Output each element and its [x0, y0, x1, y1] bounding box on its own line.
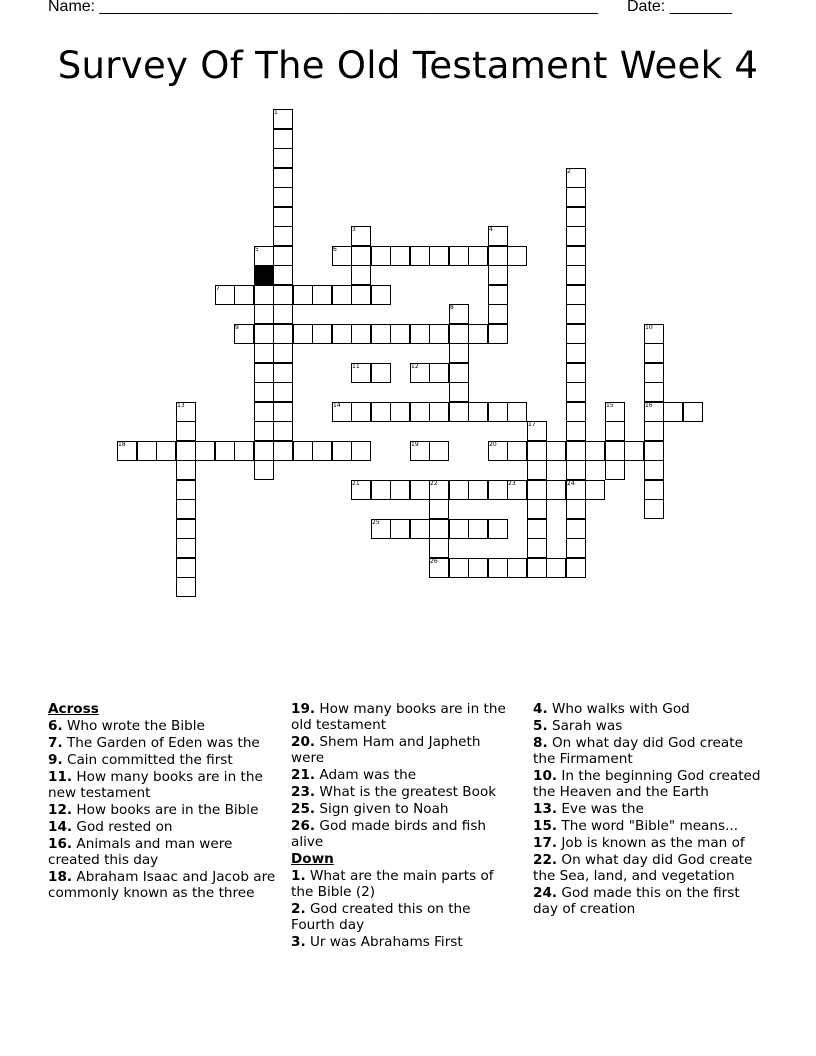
crossword-cell[interactable] — [527, 558, 547, 578]
crossword-cell[interactable] — [605, 441, 625, 461]
across-clue — [48, 802, 276, 818]
clue-number-label: 22. — [533, 852, 558, 868]
clue-number: 19 — [411, 441, 419, 448]
crossword-cell[interactable] — [410, 246, 430, 266]
crossword-cell[interactable] — [566, 402, 586, 422]
clues-column-2 — [291, 701, 517, 951]
crossword-cell[interactable] — [371, 324, 391, 344]
crossword-cell[interactable] — [644, 460, 664, 480]
clue-number: 15 — [606, 402, 614, 409]
crossword-cell[interactable] — [624, 441, 644, 461]
crossword-cell[interactable] — [449, 363, 469, 383]
clue-number-label: 1. — [291, 868, 306, 884]
across-heading: Across — [48, 701, 99, 717]
clue-number: 26 — [430, 558, 438, 565]
crossword-cell[interactable] — [468, 246, 488, 266]
clue-text: Eve was the — [557, 801, 644, 817]
down-clue — [291, 934, 517, 950]
clue-number: 16 — [645, 402, 653, 409]
crossword-cell[interactable] — [273, 304, 293, 324]
crossword-cell[interactable] — [390, 324, 410, 344]
crossword-cell[interactable] — [429, 538, 449, 558]
crossword-cell[interactable] — [390, 246, 410, 266]
crossword-cell[interactable] — [527, 499, 547, 519]
crossword-cell[interactable] — [156, 441, 176, 461]
crossword-black-cell — [254, 265, 274, 285]
crossword-cell[interactable] — [566, 246, 586, 266]
down-clue — [533, 735, 761, 767]
crossword-cell[interactable] — [566, 187, 586, 207]
down-clue — [291, 901, 517, 933]
clue-number-label: 9. — [48, 752, 63, 768]
crossword-cell[interactable] — [293, 285, 313, 305]
clue-number: 9 — [235, 324, 239, 331]
across-clue — [48, 718, 276, 734]
clue-number: 2 — [567, 168, 571, 175]
crossword-cell[interactable] — [410, 480, 430, 500]
crossword-cell[interactable] — [254, 421, 274, 441]
clue-number-label: 12. — [48, 802, 73, 818]
crossword-cell[interactable] — [429, 499, 449, 519]
crossword-cell[interactable] — [273, 285, 293, 305]
clue-number: 3 — [352, 226, 356, 233]
crossword-cell[interactable] — [351, 402, 371, 422]
clues-column-3 — [533, 701, 761, 918]
crossword-cell[interactable] — [215, 441, 235, 461]
across-clue — [291, 801, 517, 817]
down-clue — [533, 852, 761, 884]
clue-text: Who walks with God — [547, 701, 690, 717]
clue-text: In the beginning God created the Heaven and the Earth — [533, 768, 761, 800]
crossword-cell[interactable] — [273, 129, 293, 149]
crossword-cell[interactable] — [273, 363, 293, 383]
across-clue — [48, 752, 276, 768]
crossword-cell[interactable] — [449, 343, 469, 363]
clue-text: How many books are in the new testament — [48, 769, 263, 801]
crossword-cell[interactable] — [527, 480, 547, 500]
crossword-cell[interactable] — [351, 265, 371, 285]
crossword-cell[interactable] — [254, 304, 274, 324]
clue-text: God made birds and fish alive — [291, 818, 487, 850]
crossword-cell[interactable] — [663, 402, 683, 422]
down-heading: Down — [291, 851, 334, 867]
clue-number-label: 23. — [291, 784, 316, 800]
clue-number: 20 — [489, 441, 497, 448]
across-clue — [48, 769, 276, 801]
down-clue — [533, 885, 761, 917]
clue-number-label: 7. — [48, 735, 63, 751]
crossword-cell[interactable] — [546, 441, 566, 461]
crossword-cell[interactable] — [371, 363, 391, 383]
crossword-cell[interactable] — [566, 558, 586, 578]
clue-number-label: 25. — [291, 801, 316, 817]
crossword-cell[interactable] — [566, 226, 586, 246]
clue-number-label: 3. — [291, 934, 306, 950]
down-clue — [533, 718, 761, 734]
crossword-cell[interactable] — [449, 402, 469, 422]
crossword-cell[interactable] — [234, 441, 254, 461]
date-field-label: Date: _______ — [627, 0, 732, 15]
clue-text: Animals and man were created this day — [48, 836, 233, 868]
crossword-cell[interactable] — [507, 558, 527, 578]
across-clue — [48, 819, 276, 835]
clue-number: 24 — [567, 480, 575, 487]
clue-text: On what day did God create the Firmament — [533, 735, 743, 767]
clue-text: Ur was Abrahams First — [305, 934, 463, 950]
clue-number-label: 15. — [533, 818, 558, 834]
crossword-cell[interactable] — [468, 519, 488, 539]
crossword-cell[interactable] — [176, 480, 196, 500]
crossword-cell[interactable] — [254, 285, 274, 305]
crossword-cell[interactable] — [429, 402, 449, 422]
crossword-cell[interactable] — [546, 480, 566, 500]
crossword-cell[interactable] — [234, 285, 254, 305]
crossword-cell[interactable] — [468, 480, 488, 500]
down-clue — [291, 868, 517, 900]
crossword-cell[interactable] — [273, 343, 293, 363]
clue-number-label: 20. — [291, 734, 316, 750]
crossword-cell[interactable] — [449, 382, 469, 402]
across-clue — [291, 767, 517, 783]
crossword-cell[interactable] — [546, 558, 566, 578]
crossword-cell[interactable] — [312, 441, 332, 461]
clue-number: 17 — [528, 421, 536, 428]
crossword-cell[interactable] — [566, 363, 586, 383]
crossword-cell[interactable] — [176, 519, 196, 539]
clue-number-label: 10. — [533, 768, 558, 784]
clue-number-label: 18. — [48, 869, 73, 885]
crossword-cell[interactable] — [176, 558, 196, 578]
crossword-cell[interactable] — [254, 343, 274, 363]
crossword-cell[interactable] — [449, 324, 469, 344]
clue-text: Adam was the — [315, 767, 417, 783]
clue-number-label: 13. — [533, 801, 558, 817]
clue-number: 13 — [177, 402, 185, 409]
clue-number-label: 19. — [291, 701, 316, 717]
crossword-cell[interactable] — [488, 558, 508, 578]
crossword-cell[interactable] — [449, 246, 469, 266]
clue-text: God made this on the first day of creation — [533, 885, 740, 917]
crossword-cell[interactable] — [176, 499, 196, 519]
crossword-cell[interactable] — [176, 460, 196, 480]
crossword-cell[interactable] — [312, 285, 332, 305]
crossword-cell[interactable] — [566, 441, 586, 461]
crossword-cell[interactable] — [254, 382, 274, 402]
crossword-cell[interactable] — [273, 402, 293, 422]
crossword-cell[interactable] — [273, 382, 293, 402]
crossword-cell[interactable] — [585, 441, 605, 461]
crossword-cell[interactable] — [351, 441, 371, 461]
crossword-cell[interactable] — [273, 441, 293, 461]
clue-number-label: 4. — [533, 701, 548, 717]
down-clue — [533, 818, 761, 834]
page-title: Survey Of The Old Testament Week 4 — [57, 44, 759, 87]
crossword-cell[interactable] — [410, 324, 430, 344]
across-clue — [291, 818, 517, 850]
crossword-cell[interactable] — [137, 441, 157, 461]
down-clue — [533, 701, 761, 717]
across-clue — [48, 836, 276, 868]
crossword-cell[interactable] — [488, 304, 508, 324]
clue-number: 18 — [118, 441, 126, 448]
clue-number-label: 6. — [48, 718, 63, 734]
clue-number: 25 — [372, 519, 380, 526]
crossword-cell[interactable] — [566, 460, 586, 480]
crossword-cell[interactable] — [566, 207, 586, 227]
crossword-cell[interactable] — [410, 519, 430, 539]
crossword-cell[interactable] — [527, 460, 547, 480]
crossword-cell[interactable] — [273, 168, 293, 188]
crossword-cell[interactable] — [273, 324, 293, 344]
crossword-cell[interactable] — [488, 324, 508, 344]
crossword-cell[interactable] — [273, 265, 293, 285]
clue-number-label: 16. — [48, 836, 73, 852]
crossword-cell[interactable] — [566, 304, 586, 324]
clue-number: 10 — [645, 324, 653, 331]
crossword-cell[interactable] — [585, 480, 605, 500]
clue-number-label: 26. — [291, 818, 316, 834]
crossword-cell[interactable] — [429, 246, 449, 266]
crossword-cell[interactable] — [488, 246, 508, 266]
crossword-cell[interactable] — [644, 382, 664, 402]
crossword-cell[interactable] — [293, 324, 313, 344]
crossword-cell[interactable] — [254, 441, 274, 461]
across-clue — [48, 869, 276, 901]
crossword-cell[interactable] — [449, 480, 469, 500]
crossword-cell[interactable] — [566, 538, 586, 558]
crossword-cell[interactable] — [566, 519, 586, 539]
crossword-cell[interactable] — [390, 480, 410, 500]
crossword-cell[interactable] — [488, 285, 508, 305]
clue-text: How many books are in the old testament — [291, 701, 506, 733]
clue-text: The Garden of Eden was the — [62, 735, 260, 751]
crossword-cell[interactable] — [429, 324, 449, 344]
crossword-cell[interactable] — [254, 363, 274, 383]
clue-number-label: 14. — [48, 819, 73, 835]
crossword-cell[interactable] — [488, 265, 508, 285]
crossword-cell[interactable] — [429, 441, 449, 461]
crossword-cell[interactable] — [176, 577, 196, 597]
crossword-cell[interactable] — [507, 246, 527, 266]
crossword-cell[interactable] — [605, 460, 625, 480]
crossword-cell[interactable] — [176, 421, 196, 441]
crossword-cell[interactable] — [468, 402, 488, 422]
crossword-cell[interactable] — [273, 148, 293, 168]
clue-text: Cain committed the first — [62, 752, 233, 768]
clue-number: 1 — [274, 109, 278, 116]
clue-number-label: 11. — [48, 769, 73, 785]
clue-number-label: 17. — [533, 835, 558, 851]
clue-number: 23 — [508, 480, 516, 487]
clue-number: 22 — [430, 480, 438, 487]
crossword-cell[interactable] — [273, 207, 293, 227]
crossword-cell[interactable] — [176, 441, 196, 461]
crossword-cell[interactable] — [507, 441, 527, 461]
clue-number-label: 5. — [533, 718, 548, 734]
crossword-cell[interactable] — [195, 441, 215, 461]
crossword-cell[interactable] — [644, 343, 664, 363]
crossword-cell[interactable] — [566, 265, 586, 285]
clue-text: Abraham Isaac and Jacob are commonly known as the three — [48, 869, 276, 901]
across-clue — [291, 701, 517, 733]
crossword-cell[interactable] — [527, 441, 547, 461]
crossword-cell[interactable] — [273, 226, 293, 246]
crossword-cell[interactable] — [390, 402, 410, 422]
crossword-cell[interactable] — [273, 246, 293, 266]
crossword-cell[interactable] — [566, 324, 586, 344]
crossword-cell[interactable] — [371, 285, 391, 305]
clue-number-label: 2. — [291, 901, 306, 917]
clue-text: Who wrote the Bible — [62, 718, 205, 734]
crossword-cell[interactable] — [429, 519, 449, 539]
clue-text: Sarah was — [547, 718, 623, 734]
crossword-cell[interactable] — [312, 324, 332, 344]
crossword-cell[interactable] — [566, 343, 586, 363]
clue-text: Sign given to Noah — [315, 801, 449, 817]
clue-text: What is the greatest Book — [315, 784, 497, 800]
clue-text: Shem Ham and Japheth were — [291, 734, 481, 766]
crossword-cell[interactable] — [605, 421, 625, 441]
clue-text: The word "Bible" means... — [557, 818, 739, 834]
crossword-cell[interactable] — [644, 421, 664, 441]
clue-number: 6 — [333, 246, 337, 253]
across-clue — [48, 735, 276, 751]
clue-number: 14 — [333, 402, 341, 409]
crossword-cell[interactable] — [644, 363, 664, 383]
crossword-cell[interactable] — [371, 480, 391, 500]
clue-number-label: 24. — [533, 885, 558, 901]
clue-text: God created this on the Fourth day — [291, 901, 471, 933]
crossword-cell[interactable] — [468, 324, 488, 344]
crossword-cell[interactable] — [351, 324, 371, 344]
clue-number-label: 21. — [291, 767, 316, 783]
crossword-cell[interactable] — [566, 499, 586, 519]
across-clue — [291, 784, 517, 800]
crossword-cell[interactable] — [566, 421, 586, 441]
crossword-cell[interactable] — [488, 519, 508, 539]
crossword-cell[interactable] — [273, 421, 293, 441]
crossword-cell[interactable] — [390, 519, 410, 539]
crossword-cell[interactable] — [468, 558, 488, 578]
crossword-cell[interactable] — [527, 519, 547, 539]
clue-text: On what day did God create the Sea, land, and vegetation — [533, 852, 753, 884]
across-clue — [291, 734, 517, 766]
crossword-cell[interactable] — [449, 558, 469, 578]
clue-number: 8 — [450, 304, 454, 311]
crossword-cell[interactable] — [332, 441, 352, 461]
down-clue — [533, 801, 761, 817]
crossword-cell[interactable] — [488, 480, 508, 500]
crossword-cell[interactable] — [351, 246, 371, 266]
clue-number-label: 8. — [533, 735, 548, 751]
crossword-cell[interactable] — [429, 363, 449, 383]
crossword-cell[interactable] — [254, 324, 274, 344]
crossword-cell[interactable] — [449, 519, 469, 539]
crossword-cell[interactable] — [371, 402, 391, 422]
crossword-cell[interactable] — [371, 246, 391, 266]
crossword-cell[interactable] — [351, 285, 371, 305]
crossword-cell[interactable] — [332, 324, 352, 344]
crossword-cell[interactable] — [254, 402, 274, 422]
clue-number: 4 — [489, 226, 493, 233]
down-clue — [533, 768, 761, 800]
crossword-cell[interactable] — [293, 441, 313, 461]
crossword-cell[interactable] — [332, 285, 352, 305]
clue-text: What are the main parts of the Bible (2) — [291, 868, 494, 900]
crossword-cell[interactable] — [566, 382, 586, 402]
crossword-cell[interactable] — [488, 402, 508, 422]
clue-number: 5 — [255, 246, 259, 253]
crossword-cell[interactable] — [527, 538, 547, 558]
crossword-cell[interactable] — [683, 402, 703, 422]
clue-number: 12 — [411, 363, 419, 370]
crossword-cell[interactable] — [644, 499, 664, 519]
crossword-cell[interactable] — [507, 402, 527, 422]
crossword-cell[interactable] — [254, 460, 274, 480]
clue-number: 21 — [352, 480, 360, 487]
clue-text: Job is known as the man of — [557, 835, 745, 851]
crossword-cell[interactable] — [176, 538, 196, 558]
clues-column-1 — [48, 701, 276, 902]
name-field-label: Name: ________________________________________________________ — [48, 0, 598, 15]
crossword-cell[interactable] — [644, 441, 664, 461]
clue-text: How books are in the Bible — [72, 802, 259, 818]
down-clue — [533, 835, 761, 851]
crossword-cell[interactable] — [566, 285, 586, 305]
clue-number: 11 — [352, 363, 360, 370]
crossword-cell[interactable] — [273, 187, 293, 207]
crossword-cell[interactable] — [410, 402, 430, 422]
crossword-cell[interactable] — [644, 480, 664, 500]
clue-number: 7 — [216, 285, 220, 292]
clue-text: God rested on — [72, 819, 173, 835]
